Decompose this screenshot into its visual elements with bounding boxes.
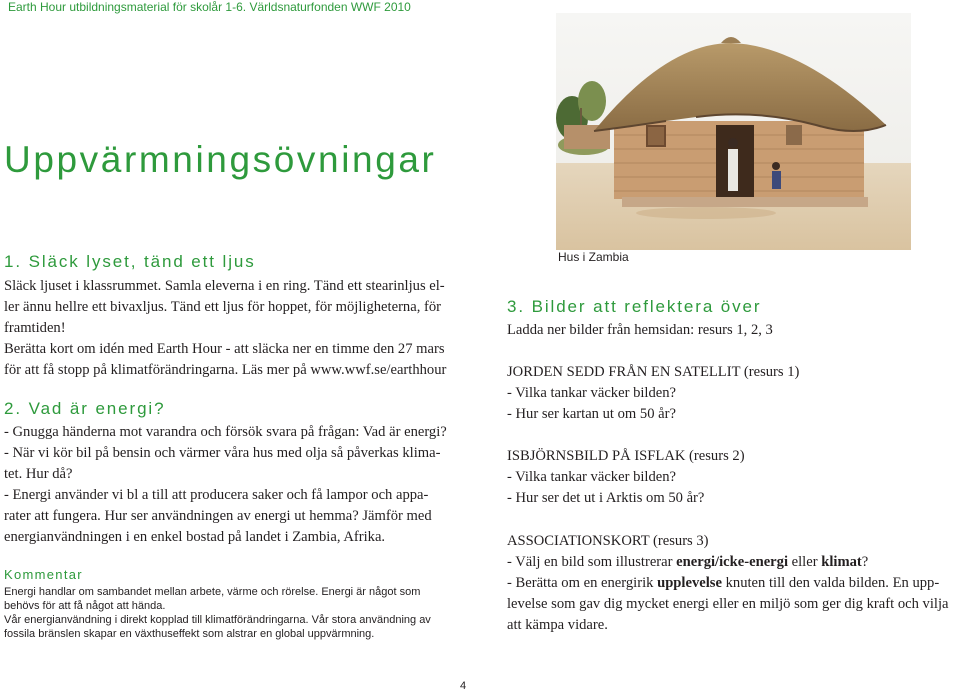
hut-photo: [556, 13, 911, 250]
page-header: Earth Hour utbildningsmaterial för skolår 1-6. Världsnaturfonden WWF 2010: [8, 0, 411, 14]
text-line: energianvändningen i en enkel bostad på landet i Zambia, Afrika.: [4, 529, 386, 545]
question-line: - Vilka tankar väcker bilden?: [507, 469, 677, 485]
text-line: Berätta kort om idén med Earth Hour - att släcka ner en timme den 27 mars: [4, 341, 445, 357]
section-3-heading: 3. Bilder att reflektera över: [507, 297, 762, 316]
resource-2-block: [507, 446, 745, 509]
comment-heading: Kommentar: [4, 567, 83, 582]
section-1-heading: 1. Släck lyset, tänd ett ljus: [4, 252, 256, 271]
text-span: - Välj en bild som illustrerar: [507, 554, 677, 570]
text-line: att kämpa vidare.: [507, 617, 608, 633]
text-line: - Gnugga händerna mot varandra och försök svara på frågan: Vad är energi?: [4, 424, 447, 440]
text-span: - Berätta om en energirik: [507, 575, 658, 591]
text-line: ler ännu hellre ett bivaxljus. Tänd ett ljus för hoppet, för möjligheterna, för: [4, 299, 442, 315]
page-number: 4: [460, 680, 467, 692]
question-line: [507, 552, 948, 573]
text-line: Energi handlar om sambandet mellan arbete, värme och rörelse. Energi är något som: [4, 586, 421, 598]
text-line: rater att fungera. Hur ser användningen av energi ut hemma? Jämför med: [4, 508, 432, 524]
text-line: - När vi kör bil på bensin och värmer våra hus med olja så påverkas klima-: [4, 445, 441, 461]
section-2-heading: 2. Vad är energi?: [4, 399, 166, 418]
question-line: - Hur ser det ut i Arktis om 50 år?: [507, 490, 705, 506]
text-line: - Energi använder vi bl a till att producera saker och få lampor och appa-: [4, 487, 429, 503]
page-title: Uppvärmningsövningar: [4, 139, 437, 180]
comment-text: [4, 585, 431, 641]
text-line: Släck ljuset i klassrummet. Samla eleverna i en ring. Tänd ett stearinljus el-: [4, 278, 445, 294]
bold-term: upplevelse: [657, 575, 722, 591]
photo-caption: Hus i Zambia: [558, 250, 629, 264]
resource-title: ISBJÖRNSBILD PÅ ISFLAK (resurs 2): [507, 448, 745, 464]
question-line: - Vilka tankar väcker bilden?: [507, 385, 677, 401]
section-3-intro: Ladda ner bilder från hemsidan: resurs 1, 2, 3: [507, 322, 773, 338]
bold-term: klimat: [821, 554, 862, 570]
text-line: behövs för att få något att hända.: [4, 600, 166, 612]
text-line: tet. Hur då?: [4, 466, 73, 482]
resource-1-block: [507, 362, 799, 425]
question-line: [507, 573, 948, 594]
text-line: framtiden!: [4, 320, 66, 336]
text-line: Vår energianvändning i direkt kopplad till klimatförändringarna. Vår stora användning av: [4, 614, 431, 626]
resource-3-block: [507, 531, 948, 636]
question-line: - Hur ser kartan ut om 50 år?: [507, 406, 676, 422]
section-1-text: [4, 276, 446, 381]
resource-title: ASSOCIATIONSKORT (resurs 3): [507, 533, 709, 549]
section-2-text: [4, 422, 447, 548]
resource-title: JORDEN SEDD FRÅN EN SATELLIT (resurs 1): [507, 364, 800, 380]
text-span: knuten till den valda bilden. En upp-: [721, 575, 940, 591]
text-span: eller: [788, 554, 822, 570]
text-line: för att få stopp på klimatförändringarna. Läs mer på www.wwf.se/earthhour: [4, 362, 447, 378]
text-line: fossila bränslen skapar en växthuseffekt som alstrar en global uppvärmning.: [4, 628, 375, 640]
bold-term: energi/icke-energi: [676, 554, 788, 570]
text-line: levelse som gav dig mycket energi eller en miljö som ger dig kraft och vilja: [507, 596, 949, 612]
text-span: ?: [861, 554, 869, 570]
